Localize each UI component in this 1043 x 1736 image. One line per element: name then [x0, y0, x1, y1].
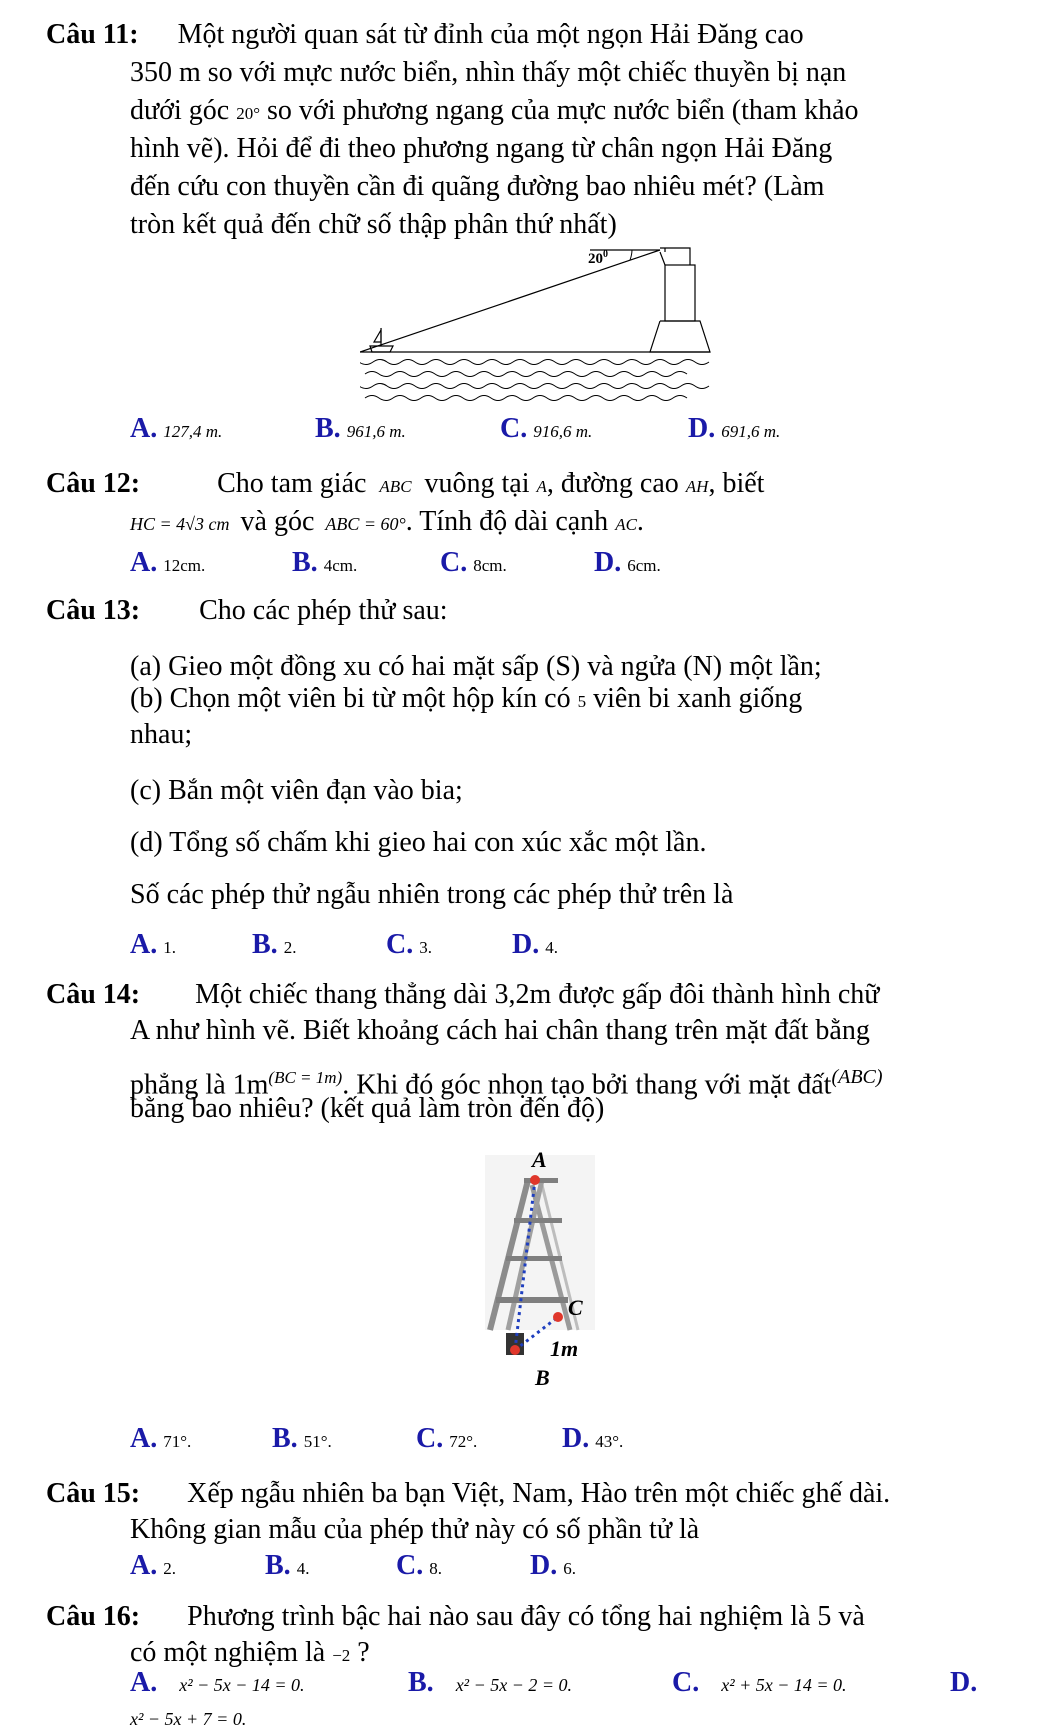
q11-text-6: tròn kết quả đến chữ số thập phân thứ nhất) — [130, 209, 617, 240]
q13-item-b: (b) Chọn một viên bi từ một hộp kín có 5 viên bi xanh giống — [130, 683, 803, 714]
q11-number: Câu 11: — [46, 19, 139, 50]
q11-option-d[interactable]: D. 691,6 m. — [688, 413, 781, 444]
q11-option-b[interactable]: B. 961,6 m. — [315, 413, 406, 444]
wave-line-4 — [365, 396, 687, 401]
q13-item-d: (d) Tổng số chấm khi gieo hai con xúc xắc một lần. — [130, 827, 707, 858]
q11-option-c[interactable]: C. 916,6 m. — [500, 413, 593, 444]
q15-option-a[interactable]: A. 2. — [130, 1550, 176, 1581]
q16-option-c[interactable]: C. x² + 5x − 14 = 0. — [672, 1667, 847, 1698]
q12-option-c[interactable]: C. 8cm. — [440, 547, 507, 578]
point-c — [553, 1312, 563, 1322]
q12-option-d[interactable]: D. 6cm. — [594, 547, 661, 578]
q13-ask: Số các phép thử ngẫu nhiên trong các phép thử trên là — [130, 879, 734, 910]
label-c: C — [568, 1295, 583, 1320]
q12-number: Câu 12: — [46, 468, 141, 499]
q15-option-b[interactable]: B. 4. — [265, 1550, 310, 1581]
point-a — [530, 1175, 540, 1185]
q15-option-c[interactable]: C. 8. — [396, 1550, 442, 1581]
q15-number: Câu 15: — [46, 1478, 141, 1509]
wave-line-3 — [360, 384, 709, 389]
wave-line-1 — [360, 360, 709, 365]
q13-text-1: Câu 13: Cho các phép thử sau: — [46, 595, 448, 626]
q11-text-4: hình vẽ). Hỏi để đi theo phương ngang từ chân ngọn Hải Đăng — [130, 133, 833, 164]
ladder-figure — [480, 1145, 630, 1400]
lighthouse-figure — [360, 240, 740, 405]
angle-label: $20^0$ — [588, 249, 608, 267]
ladder-rung — [496, 1297, 568, 1303]
q14-text-1: Câu 14: Một chiếc thang thẳng dài 3,2m được gấp đôi thành hình chữ — [46, 979, 880, 1010]
q16-option-a[interactable]: A. x² − 5x − 14 = 0. — [130, 1667, 305, 1698]
line-of-sight — [360, 250, 660, 352]
q11-text-1: Câu 11: Một người quan sát từ đỉnh của một ngọn Hải Đăng cao — [46, 19, 804, 50]
q13-item-c: (c) Bắn một viên đạn vào bia; — [130, 775, 463, 806]
q11-text-2: 350 m so với mực nước biển, nhìn thấy một chiếc thuyền bị nạn — [130, 57, 847, 88]
q11-option-a[interactable]: A. 127,4 m. — [130, 413, 223, 444]
q14-option-b[interactable]: B. 51°. — [272, 1423, 332, 1454]
q14-text-4: bằng bao nhiêu? (kết quả làm tròn đến độ) — [130, 1093, 605, 1124]
q12-text-1: Câu 12: Cho tam giác ABC vuông tại A, đường cao AH, biết — [46, 468, 765, 499]
q16-number: Câu 16: — [46, 1601, 141, 1632]
point-b — [510, 1345, 520, 1355]
q13-option-d[interactable]: D. 4. — [512, 929, 558, 960]
q11-text-5: đến cứu con thuyền cần đi quãng đường bao nhiêu mét? (Làm — [130, 171, 825, 202]
q16-option-d-value[interactable]: x² − 5x + 7 = 0. — [130, 1709, 247, 1729]
q14-option-a[interactable]: A. 71°. — [130, 1423, 192, 1454]
q12-text-2: HC = 4√3 cm và góc ABC = 60°. Tính độ dài cạnh AC. — [130, 506, 644, 537]
q12-option-a[interactable]: A. 12cm. — [130, 547, 206, 578]
q15-option-d[interactable]: D. 6. — [530, 1550, 576, 1581]
q16-option-b[interactable]: B. x² − 5x − 2 = 0. — [408, 1667, 573, 1698]
q14-number: Câu 14: — [46, 979, 141, 1010]
q14-option-d[interactable]: D. 43°. — [562, 1423, 624, 1454]
ladder-rung — [506, 1256, 562, 1261]
q13-option-c[interactable]: C. 3. — [386, 929, 432, 960]
q16-option-d[interactable]: D. — [950, 1667, 978, 1698]
q16-text-2: có một nghiệm là −2 ? — [130, 1637, 370, 1668]
label-1m: 1m — [550, 1336, 579, 1361]
q13-item-a: (a) Gieo một đồng xu có hai mặt sấp (S) và ngửa (N) một lần; — [130, 651, 822, 682]
ladder-rung — [514, 1218, 562, 1223]
q12-option-b[interactable]: B. 4cm. — [292, 547, 358, 578]
ladder-rung — [524, 1178, 558, 1183]
q14-text-2: A như hình vẽ. Biết khoảng cách hai chân thang trên mặt đất bằng — [130, 1015, 870, 1046]
q13-option-b[interactable]: B. 2. — [252, 929, 297, 960]
q15-text-1: Câu 15: Xếp ngẫu nhiên ba bạn Việt, Nam, Hào trên một chiếc ghế dài. — [46, 1478, 891, 1509]
q14-option-c[interactable]: C. 72°. — [416, 1423, 478, 1454]
q13-option-a[interactable]: A. 1. — [130, 929, 176, 960]
q13-number: Câu 13: — [46, 595, 141, 626]
q16-text-1: Câu 16: Phương trình bậc hai nào sau đây có tổng hai nghiệm là 5 và — [46, 1601, 865, 1632]
q14-text-3: phẳng là $1m^{(BC = 1m)}$. Khi đó góc nhọn tạo bởi thang với mặt đất$^{(ABC)}$ — [130, 1066, 883, 1101]
q11-text-3: dưới góc 20° so với phương ngang của mực nước biển (tham khảo — [130, 95, 859, 126]
label-a: A — [532, 1147, 547, 1172]
q15-text-2: Không gian mẫu của phép thử này có số phần tử là — [130, 1514, 700, 1545]
label-b: B — [535, 1365, 550, 1390]
wave-line-2 — [365, 372, 687, 377]
q13-item-b-cont: nhau; — [130, 719, 193, 750]
